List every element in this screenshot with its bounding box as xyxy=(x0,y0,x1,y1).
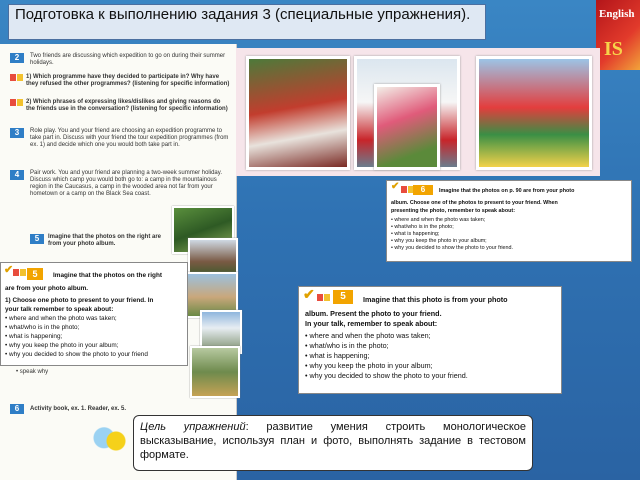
task-number-5: 5 xyxy=(27,268,43,280)
callout-line: Imagine that the photos on the right xyxy=(53,272,162,279)
task-6-text: Activity book, ex. 1. Reader, ex. 5. xyxy=(30,406,127,412)
task-5-small-text: Imagine that the photos on the right are from your photo album. xyxy=(48,234,162,247)
task-5-large-callout xyxy=(298,286,562,394)
task-number-5-small: 5 xyxy=(30,234,44,244)
task-number-6: 6 xyxy=(413,185,433,195)
listening-icon xyxy=(10,99,24,106)
check-icon: ✔ xyxy=(303,286,315,302)
callout-line: • what is happening; xyxy=(5,333,63,340)
task-number-4: 4 xyxy=(10,170,24,180)
cover-subtitle: IS xyxy=(604,38,623,60)
task-4-text: Pair work. You and your friend are planning a two-week summer holiday. Discuss which camp you would both go to: a camp in the mountainous region in the Caucasus, a camp in the wooded area not far from your hometown or a camp on the Black Sea coast. xyxy=(30,170,222,197)
task-number-5: 5 xyxy=(333,290,353,304)
slide-title: Подготовка к выполнению задания 3 (специальные упражнения). xyxy=(8,4,486,40)
callout-line: Imagine that this photo is from your photo xyxy=(363,295,508,304)
speaking-icon xyxy=(13,269,27,276)
callout-line: • where and when the photo was taken; xyxy=(391,217,486,223)
callout-line: • what/who is in the photo; xyxy=(391,224,454,230)
callout-line: 1) Choose one photo to present to your friend. In xyxy=(5,297,154,304)
callout-line: • where and when the photo was taken; xyxy=(305,331,431,340)
callout-line: • why you decided to show the photo to your friend xyxy=(5,351,148,358)
callout-line: album. Choose one of the photos to present to your friend. When xyxy=(391,200,558,206)
task-2-intro: Two friends are discussing which expedition to go on during their summer holidays. xyxy=(30,53,226,66)
task-2-question-1: 1) Which programme have they decided to participate in? Why have they refused the other programmes? (listening for specific information) xyxy=(26,74,230,87)
task-number-2: 2 xyxy=(10,53,24,63)
festival-photo-girl-flowers xyxy=(374,84,440,170)
callout-line: • what/who is in the photo; xyxy=(305,341,389,350)
task-number-3: 3 xyxy=(10,128,24,138)
task-6-callout xyxy=(386,180,632,262)
callout-line: Imagine that the photos on p. 90 are from your photo xyxy=(439,188,575,194)
photo-strip xyxy=(236,48,600,176)
goal-label: Цель упражнений xyxy=(140,421,246,433)
camp-photo-campfire xyxy=(190,346,240,398)
cover-title: English xyxy=(599,8,635,20)
check-icon: ✔ xyxy=(391,181,400,192)
festival-photo-children xyxy=(246,56,350,170)
callout-line: • what/who is in the photo; xyxy=(5,324,80,331)
callout-line: album. Present the photo to your friend. xyxy=(305,309,442,318)
decorative-sticker xyxy=(92,425,132,457)
festival-photo-crowd xyxy=(476,56,592,170)
callout-line: • why you keep the photo in your album; xyxy=(305,361,433,370)
goal-text: : развитие умения строить монологическое высказывание, используя план и фото, выполнять задание в тестовом формате. xyxy=(140,421,526,461)
listening-icon xyxy=(10,74,24,81)
task-3-text: Role play. You and your friend are choosing an expedition programme to take part in. Discuss with your friend the tour expedition programmes (from ex. 1) and decide which one you would both take part in. xyxy=(30,128,229,148)
callout-line: • where and when the photo was taken; xyxy=(5,315,117,322)
callout-line: your talk remember to speak about: xyxy=(5,306,114,313)
callout-line: • what is happening; xyxy=(305,351,370,360)
textbook-cover xyxy=(596,0,640,70)
callout-line: are from your photo album. xyxy=(5,285,89,292)
callout-line: In your talk, remember to speak about: xyxy=(305,319,438,328)
speaking-icon xyxy=(317,294,331,301)
callout-line: • why you decided to show the photo to your friend. xyxy=(391,245,514,251)
check-icon: ✔ xyxy=(4,264,14,276)
callout-line: • why you keep the photo in your album; xyxy=(391,238,487,244)
speak-why-text: • speak why xyxy=(16,369,49,375)
callout-line: • what is happening; xyxy=(391,231,440,237)
task-number-6: 6 xyxy=(10,404,24,414)
task-2-question-2: 2) Which phrases of expressing likes/dislikes and giving reasons do the friends use in the conversation? (listening for specific information) xyxy=(26,99,228,112)
callout-line: presenting the photo, remember to speak about: xyxy=(391,208,516,214)
callout-line: • why you keep the photo in your album; xyxy=(5,342,119,349)
goal-box xyxy=(133,415,533,471)
task-5-callout xyxy=(0,262,188,366)
callout-line: • why you decided to show the photo to your friend. xyxy=(305,371,468,380)
